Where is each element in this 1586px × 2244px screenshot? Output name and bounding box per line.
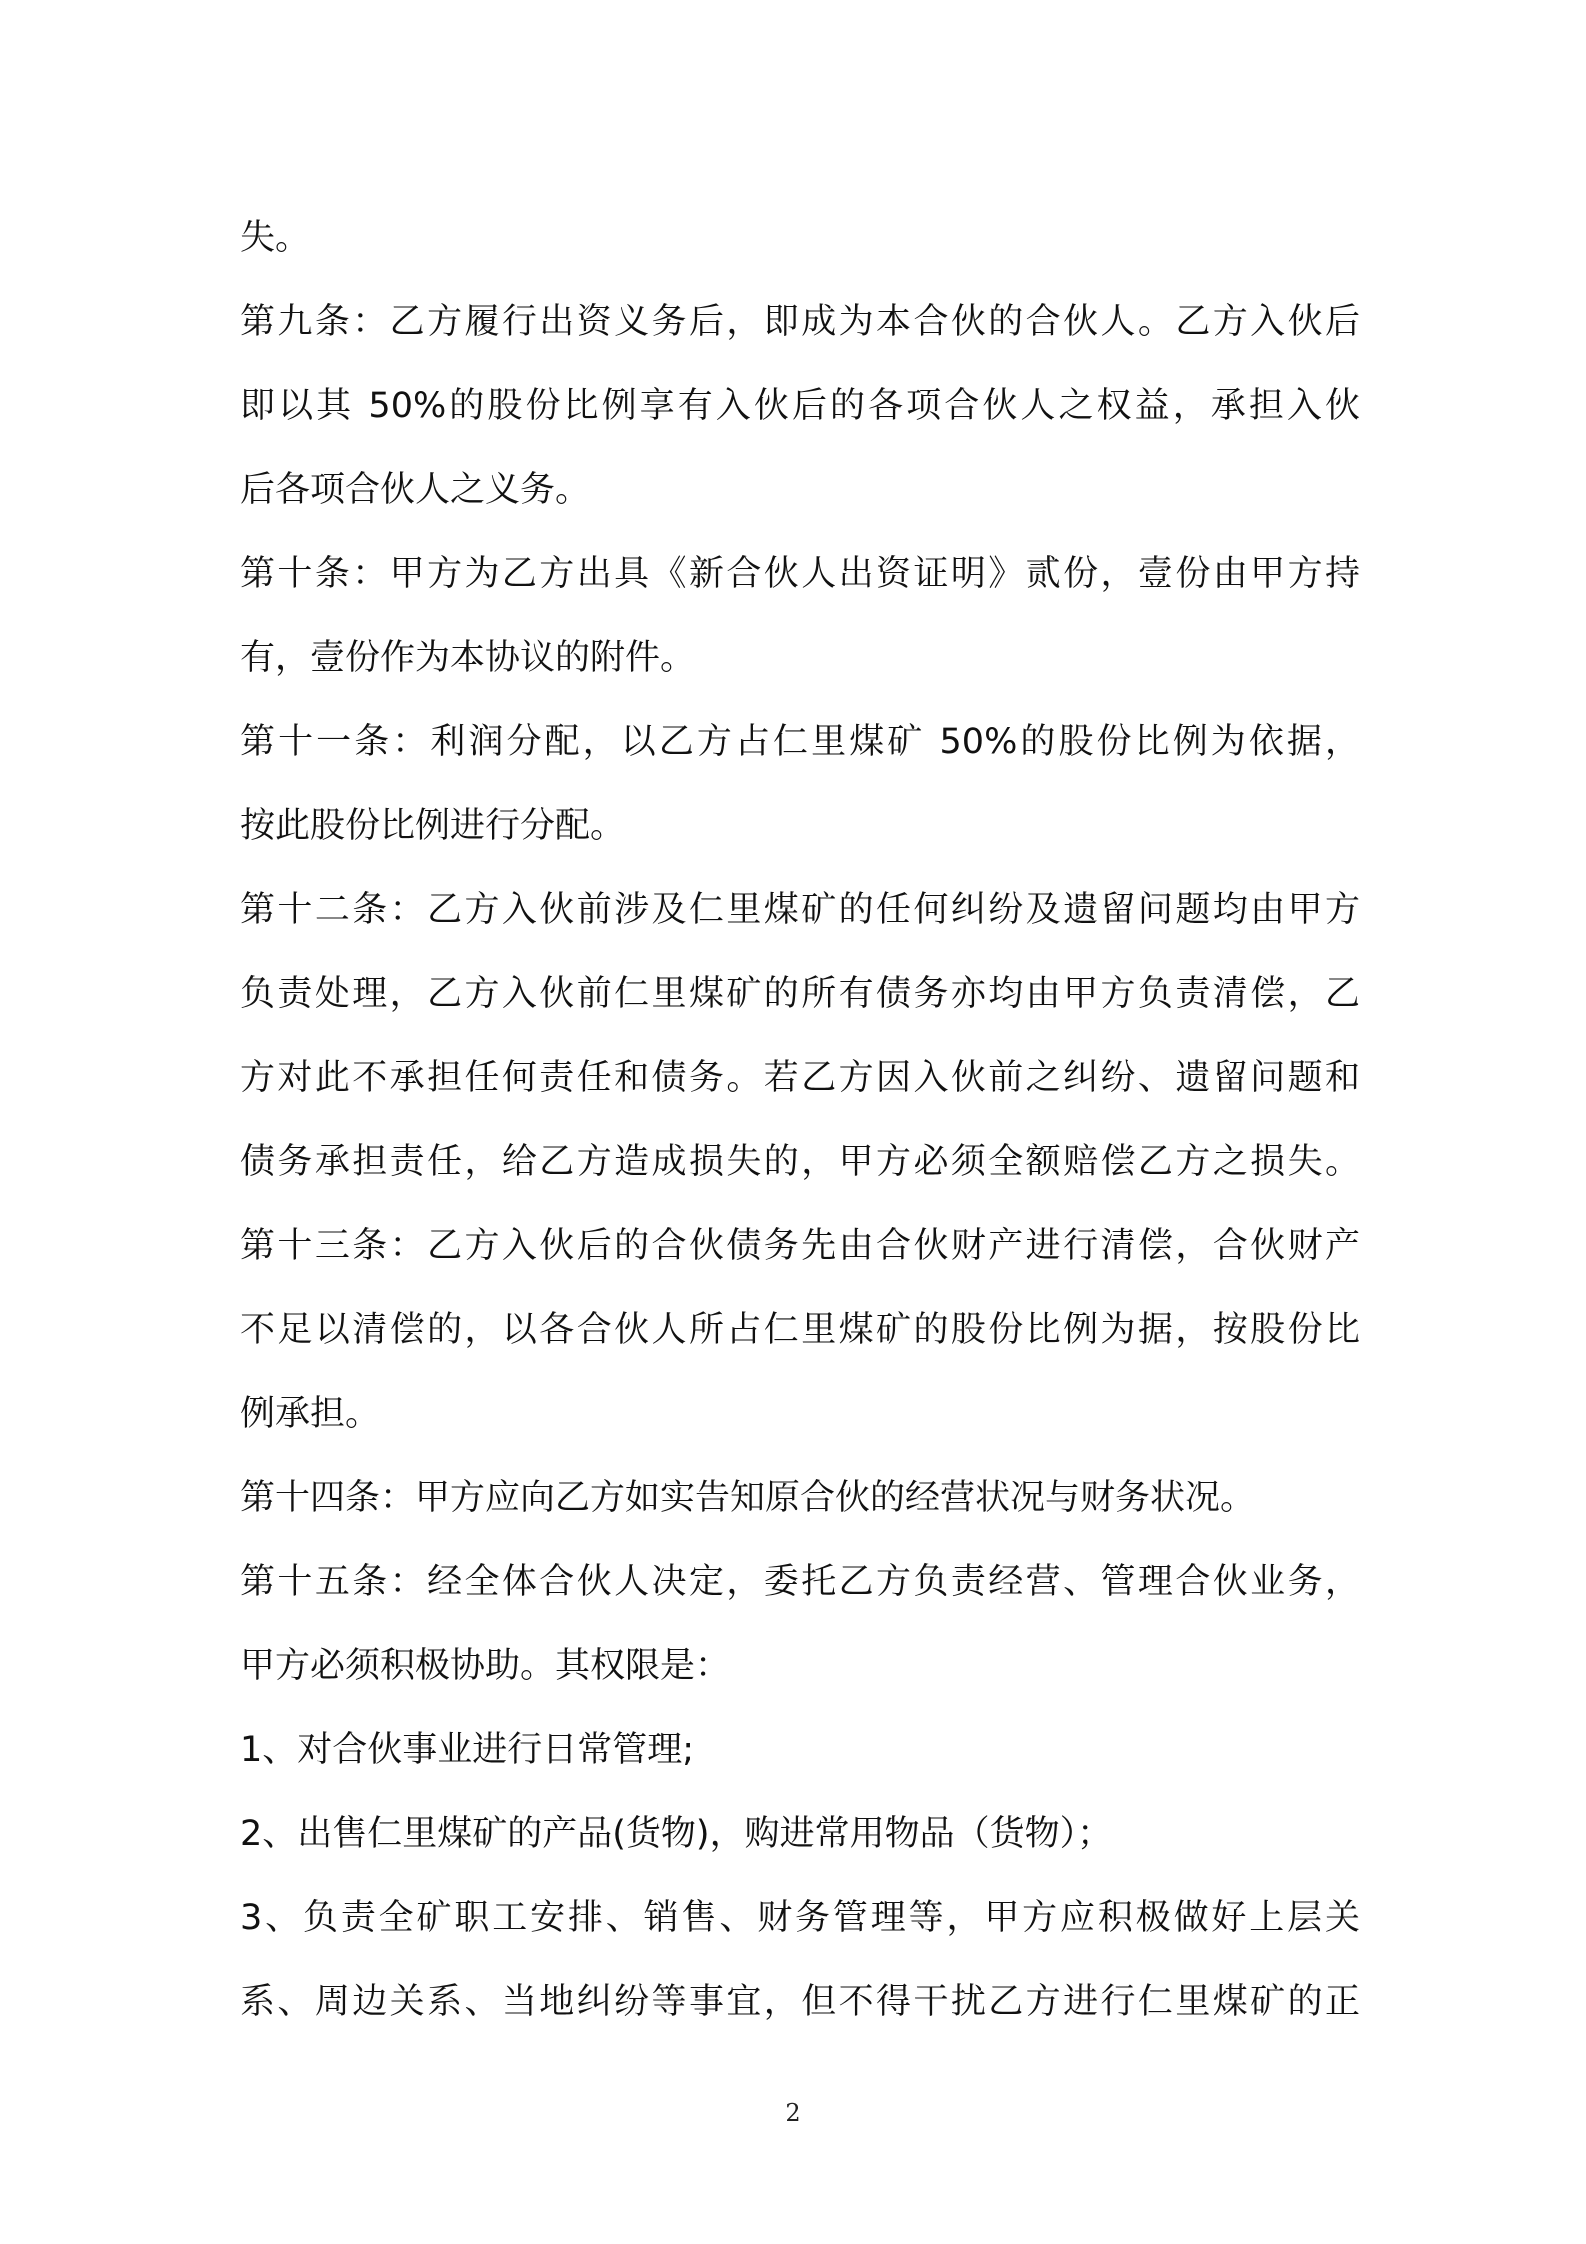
text-line: 系、周边关系、当地纠纷等事宜，但不得干扰乙方进行仁里煤矿的正 — [240, 1982, 1360, 2022]
text-line: 第十二条：乙方入伙前涉及仁里煤矿的任何纠纷及遗留问题均由甲方 — [240, 890, 1360, 930]
text-line: 第十四条：甲方应向乙方如实告知原合伙的经营状况与财务状况。 — [240, 1478, 1256, 1518]
text-line: 第十三条：乙方入伙后的合伙债务先由合伙财产进行清偿，合伙财产 — [240, 1226, 1360, 1266]
text-line: 1、对合伙事业进行日常管理; — [240, 1730, 695, 1770]
text-line: 第九条：乙方履行出资义务后，即成为本合伙的合伙人。乙方入伙后 — [240, 302, 1360, 342]
text-line: 后各项合伙人之义务。 — [240, 470, 591, 510]
text-line: 甲方必须积极协助。其权限是： — [240, 1646, 731, 1686]
text-line: 债务承担责任，给乙方造成损失的，甲方必须全额赔偿乙方之损失。 — [240, 1142, 1360, 1182]
text-line: 第十一条：利润分配，以乙方占仁里煤矿 50%的股份比例为依据， — [240, 722, 1360, 762]
body-text — [240, 196, 1360, 2044]
text-line: 3、负责全矿职工安排、销售、财务管理等，甲方应积极做好上层关 — [240, 1898, 1360, 1938]
text-line: 不足以清偿的，以各合伙人所占仁里煤矿的股份比例为据，按股份比 — [240, 1310, 1360, 1350]
text-line: 失。 — [240, 218, 311, 258]
text-line: 第十条：甲方为乙方出具《新合伙人出资证明》贰份，壹份由甲方持 — [240, 554, 1360, 594]
text-line: 负责处理，乙方入伙前仁里煤矿的所有债务亦均由甲方负责清偿，乙 — [240, 974, 1360, 1014]
page-number: 2 — [785, 2099, 801, 2127]
text-line: 2、出售仁里煤矿的产品(货物)，购进常用物品（货物）； — [240, 1814, 1113, 1854]
text-line: 按此股份比例进行分配。 — [240, 806, 626, 846]
text-line: 例承担。 — [240, 1394, 381, 1434]
text-line: 即以其 50%的股份比例享有入伙后的各项合伙人之权益，承担入伙 — [240, 386, 1360, 426]
text-line: 有，壹份作为本协议的附件。 — [240, 638, 696, 678]
text-line: 方对此不承担任何责任和债务。若乙方因入伙前之纠纷、遗留问题和 — [240, 1058, 1360, 1098]
text-line: 第十五条：经全体合伙人决定，委托乙方负责经营、管理合伙业务， — [240, 1562, 1360, 1602]
